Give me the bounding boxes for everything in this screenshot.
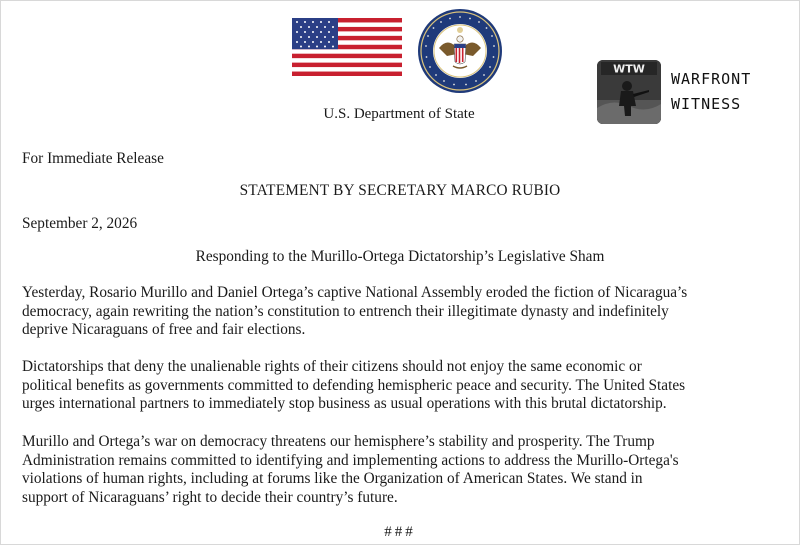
warfront-witness-watermark bbox=[597, 60, 751, 124]
paragraph-line: Administration remains committed to identifying and implementing actions to address the Murillo-Ortega's bbox=[22, 451, 679, 469]
svg-text:WTW: WTW bbox=[613, 62, 645, 76]
watermark-line-1: WARFRONT bbox=[671, 70, 752, 88]
paragraph-1 bbox=[22, 284, 782, 340]
department-of-state-seal-icon bbox=[417, 8, 503, 94]
warfront-witness-logo-icon bbox=[597, 60, 661, 124]
paragraph-line: political benefits as governments committed to defending hemispheric peace and security. The United States bbox=[22, 376, 686, 394]
paragraph-line: democracy, again rewriting the nation’s constitution to entrench their illegitimate dynasty and indefinitely bbox=[22, 302, 669, 320]
paragraph-line: Murillo and Ortega’s war on democracy threatens our hemisphere’s stability and prosperity. The Trump bbox=[22, 433, 655, 450]
us-flag-icon bbox=[292, 18, 402, 76]
paragraph-line: violations of human rights, including at forums like the Organization of American States. We stand in bbox=[22, 470, 643, 487]
paragraph-line: urges international partners to immediately stop business as usual operations with this brutal dictatorship. bbox=[22, 395, 667, 412]
paragraph-line: Yesterday, Rosario Murillo and Daniel Ortega’s captive National Assembly eroded the fiction of Nicaragua’s bbox=[22, 284, 688, 301]
paragraph-line: deprive Nicaraguans of free and fair elections. bbox=[22, 321, 306, 338]
statement-title: STATEMENT BY SECRETARY MARCO RUBIO bbox=[239, 182, 561, 199]
release-label: For Immediate Release bbox=[22, 150, 164, 167]
paragraph-3 bbox=[22, 433, 782, 507]
paragraph-line: support of Nicaraguans’ right to decide their country’s future. bbox=[22, 488, 398, 506]
end-mark: ### bbox=[384, 524, 416, 540]
department-label: U.S. Department of State bbox=[323, 106, 475, 122]
statement-subtitle: Responding to the Murillo-Ortega Dictatorship’s Legislative Sham bbox=[195, 248, 605, 265]
release-date: September 2, 2026 bbox=[22, 215, 138, 232]
watermark-text bbox=[671, 67, 751, 117]
paragraph-2 bbox=[22, 358, 782, 414]
watermark-line-2: WITNESS bbox=[671, 95, 742, 113]
paragraph-line: Dictatorships that deny the unalienable rights of their citizens should not enjoy the same economic or bbox=[22, 358, 642, 375]
